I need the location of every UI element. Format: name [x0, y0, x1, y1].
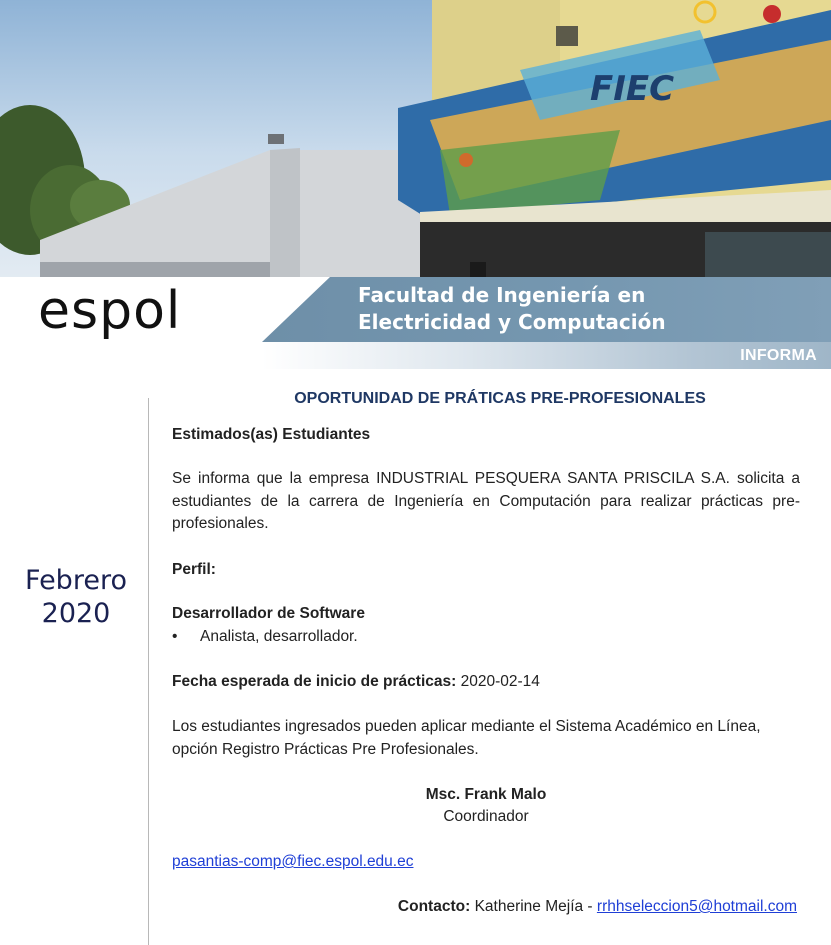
start-date-label: Fecha esperada de inicio de prácticas:	[172, 673, 457, 690]
header-photo	[0, 0, 831, 278]
informa-label: INFORMA	[740, 347, 817, 364]
pasantias-email-link[interactable]: pasantias-comp@fiec.espol.edu.ec	[172, 853, 414, 870]
start-date-value: 2020-02-14	[460, 673, 540, 690]
column-divider	[148, 398, 149, 945]
publication-date	[0, 564, 152, 630]
apply-paragraph: Los estudiantes ingresados pueden aplicar mediante el Sistema Académico en Línea, opción Registro Prácticas Pre Profesionales.	[172, 718, 761, 758]
contact-email-link[interactable]: rrhhseleccion5@hotmail.com	[596, 898, 797, 915]
signer-name: Msc. Frank Malo	[425, 786, 547, 803]
start-date-line	[172, 671, 800, 694]
signer-role: Coordinador	[443, 808, 529, 825]
contact-name: Katherine Mejía -	[474, 898, 597, 915]
bullet-marker: •	[172, 628, 178, 645]
building-illustration	[0, 0, 831, 278]
intro-paragraph: Se informa que la empresa INDUSTRIAL PESQUERA SANTA PRISCILA S.A. solicita a estudiantes de la carrera de Ingeniería en Computación para realizar prácticas pre-profesionales.	[172, 470, 800, 532]
email-line	[172, 851, 800, 874]
contact-line	[398, 896, 797, 918]
date-month: Febrero	[25, 565, 127, 596]
notice-headline: OPORTUNIDAD DE PRÁTICAS PRE-PROFESIONALES	[294, 390, 706, 407]
role-list-item	[172, 626, 358, 648]
mural-fiec-text: FIEC	[590, 69, 675, 109]
date-year: 2020	[41, 598, 111, 629]
contact-label: Contacto:	[397, 898, 471, 915]
profile-label: Perfil:	[172, 561, 216, 578]
role-title: Desarrollador de Software	[172, 605, 365, 622]
greeting: Estimados(as) Estudiantes	[172, 426, 371, 443]
faculty-title-line2: Electricidad y Computación	[358, 310, 666, 334]
faculty-title	[358, 282, 818, 336]
faculty-title-line1: Facultad de Ingeniería en	[358, 283, 646, 307]
role-item-text: Analista, desarrollador.	[200, 628, 358, 645]
espol-logo: espol	[38, 281, 182, 341]
